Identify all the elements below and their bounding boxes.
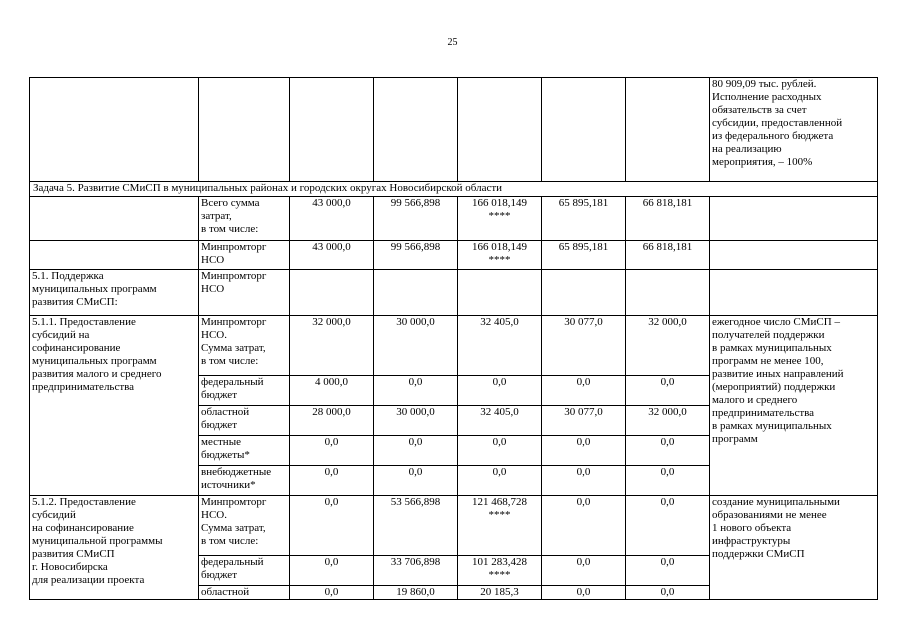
value-cell: 0,0 bbox=[626, 436, 710, 466]
value-cell: 66 818,181 bbox=[626, 197, 710, 241]
value-cell: 0,0 bbox=[542, 376, 626, 406]
result-cell bbox=[710, 241, 878, 270]
value-cell: 20 185,3 bbox=[458, 586, 542, 600]
value-cell: 32 000,0 bbox=[290, 316, 374, 376]
value-cell: 66 818,181 bbox=[626, 241, 710, 270]
value-cell: 0,0 bbox=[542, 466, 626, 496]
source-cell: Минпромторг НСО bbox=[199, 241, 290, 270]
source-cell: внебюджетные источники* bbox=[199, 466, 290, 496]
value-cell: 99 566,898 bbox=[374, 197, 458, 241]
value-cell: 0,0 bbox=[458, 466, 542, 496]
source-cell: Всего сумма затрат, в том числе: bbox=[199, 197, 290, 241]
value-cell: 0,0 bbox=[290, 496, 374, 556]
value-cell: 4 000,0 bbox=[290, 376, 374, 406]
value-cell: 0,0 bbox=[290, 586, 374, 600]
result-cell: создание муниципальными образованиями не менее 1 нового объекта инфраструктуры поддержки СМиСП bbox=[710, 496, 878, 600]
value-cell: 30 077,0 bbox=[542, 406, 626, 436]
value-cell: 32 405,0 bbox=[458, 316, 542, 376]
table-row bbox=[30, 241, 878, 270]
value-cell bbox=[542, 270, 626, 316]
value-cell: 30 000,0 bbox=[374, 406, 458, 436]
result-cell bbox=[710, 197, 878, 241]
task-title: Задача 5. Развитие СМиСП в муниципальных районах и городских округах Новосибирской области bbox=[30, 182, 878, 197]
value-cell bbox=[458, 78, 542, 182]
value-cell: 19 860,0 bbox=[374, 586, 458, 600]
value-cell: 32 405,0 bbox=[458, 406, 542, 436]
value-cell: 33 706,898 bbox=[374, 556, 458, 586]
value-cell bbox=[290, 270, 374, 316]
program-table bbox=[29, 77, 878, 600]
table-row bbox=[30, 316, 878, 376]
value-cell: 32 000,0 bbox=[626, 316, 710, 376]
value-cell: 0,0 bbox=[374, 466, 458, 496]
value-cell bbox=[626, 78, 710, 182]
value-cell: 43 000,0 bbox=[290, 197, 374, 241]
value-cell: 0,0 bbox=[290, 556, 374, 586]
source-cell bbox=[199, 78, 290, 182]
value-cell bbox=[542, 78, 626, 182]
value-cell: 0,0 bbox=[374, 376, 458, 406]
source-cell: областной bbox=[199, 586, 290, 600]
value-cell: 30 077,0 bbox=[542, 316, 626, 376]
table-row bbox=[30, 182, 878, 197]
value-cell bbox=[626, 270, 710, 316]
value-cell: 0,0 bbox=[542, 556, 626, 586]
source-cell: Минпромторг НСО. Сумма затрат, в том числе: bbox=[199, 316, 290, 376]
name-cell: 5.1.2. Предоставление субсидий на софинансирование муниципальной программы развития СМиСП г. Новосибирска для реализации проекта bbox=[30, 496, 199, 600]
value-cell: 0,0 bbox=[290, 466, 374, 496]
source-cell: Минпромторг НСО. Сумма затрат, в том числе: bbox=[199, 496, 290, 556]
value-cell bbox=[290, 78, 374, 182]
value-cell: 121 468,728 **** bbox=[458, 496, 542, 556]
result-cell bbox=[710, 270, 878, 316]
value-cell: 0,0 bbox=[542, 586, 626, 600]
value-cell: 53 566,898 bbox=[374, 496, 458, 556]
value-cell bbox=[374, 78, 458, 182]
source-cell: федеральный бюджет bbox=[199, 556, 290, 586]
value-cell: 0,0 bbox=[626, 376, 710, 406]
value-cell: 0,0 bbox=[626, 586, 710, 600]
value-cell: 0,0 bbox=[626, 556, 710, 586]
name-cell: 5.1. Поддержка муниципальных программ развития СМиСП: bbox=[30, 270, 199, 316]
table-row bbox=[30, 496, 878, 556]
value-cell: 0,0 bbox=[458, 436, 542, 466]
value-cell: 0,0 bbox=[290, 436, 374, 466]
result-cell: ежегодное число СМиСП – получателей поддержки в рамках муниципальных программ не менее 100, развитие иных направлений (мероприятий) поддержки малого и среднего предпринимательства в рамках муниципальных программ bbox=[710, 316, 878, 496]
name-cell bbox=[30, 78, 199, 182]
page-number: 25 bbox=[447, 37, 458, 48]
value-cell: 166 018,149 **** bbox=[458, 197, 542, 241]
name-cell: 5.1.1. Предоставление субсидий на софинансирование муниципальных программ развития малого и среднего предпринимательства bbox=[30, 316, 199, 496]
source-cell: областной бюджет bbox=[199, 406, 290, 436]
value-cell: 0,0 bbox=[542, 496, 626, 556]
value-cell: 65 895,181 bbox=[542, 197, 626, 241]
value-cell: 43 000,0 bbox=[290, 241, 374, 270]
table-row bbox=[30, 197, 878, 241]
value-cell: 28 000,0 bbox=[290, 406, 374, 436]
source-cell: местные бюджеты* bbox=[199, 436, 290, 466]
value-cell: 99 566,898 bbox=[374, 241, 458, 270]
result-cell: 80 909,09 тыс. рублей. Исполнение расходных обязательств за счет субсидии, предоставленной из федерального бюджета на реализацию мероприятия, – 100% bbox=[710, 78, 878, 182]
value-cell bbox=[458, 270, 542, 316]
value-cell: 166 018,149 **** bbox=[458, 241, 542, 270]
value-cell: 32 000,0 bbox=[626, 406, 710, 436]
source-cell: федеральный бюджет bbox=[199, 376, 290, 406]
source-cell: Минпромторг НСО bbox=[199, 270, 290, 316]
table-row bbox=[30, 78, 878, 182]
value-cell bbox=[374, 270, 458, 316]
value-cell: 0,0 bbox=[626, 496, 710, 556]
value-cell: 65 895,181 bbox=[542, 241, 626, 270]
value-cell: 0,0 bbox=[458, 376, 542, 406]
table-row bbox=[30, 270, 878, 316]
value-cell: 0,0 bbox=[542, 436, 626, 466]
value-cell: 101 283,428 **** bbox=[458, 556, 542, 586]
value-cell: 0,0 bbox=[626, 466, 710, 496]
name-cell bbox=[30, 197, 199, 241]
name-cell bbox=[30, 241, 199, 270]
value-cell: 30 000,0 bbox=[374, 316, 458, 376]
value-cell: 0,0 bbox=[374, 436, 458, 466]
